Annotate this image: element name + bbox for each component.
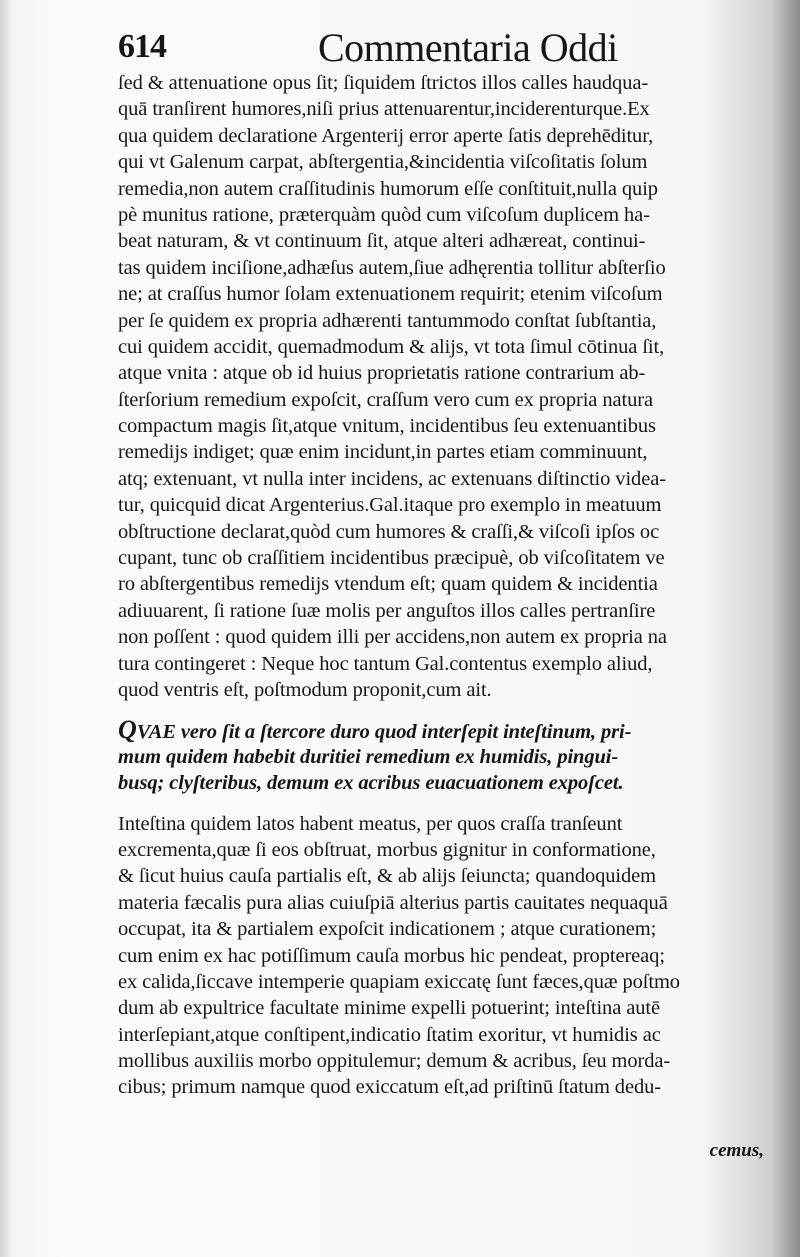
text-line: dum ab expultrice facultate minime expelli potuerint; inteſtina autē — [118, 997, 660, 1020]
text-line: qua quidem declaratione Argenterij error aperte ſatis deprehēditur, — [118, 124, 654, 147]
paragraph-1 — [118, 70, 768, 703]
text-line: quod ventris eſt, poſtmodum proponit,cum ait. — [118, 678, 492, 701]
text-line: tura contingeret : Neque hoc tantum Gal.contentus exemplo aliud, — [118, 652, 653, 675]
text-line: pè munitus ratione, præterquàm quòd cum viſcoſum duplicem ha- — [118, 203, 650, 226]
galen-quote — [118, 717, 768, 796]
text-line: mollibus auxiliis morbo oppitulemur; demum & acribus, ſeu morda- — [118, 1050, 671, 1073]
text-line: beat naturam, & vt continuum ſit, atque alteri adhæreat, continui- — [118, 230, 646, 253]
text-line: Inteſtina quidem latos habent meatus, per quos craſſa tranſeunt — [118, 812, 623, 835]
text-line: cum enim ex hac potiſſimum cauſa morbus hic pendeat, proptereaq; — [118, 944, 665, 967]
text-line: per ſe quidem ex propria adhærenti tantummodo conſtat ſubſtantia, — [118, 309, 657, 332]
text-line: compactum magis ſit,atque vnitum, incidentibus ſeu extenuantibus — [118, 415, 656, 438]
text-line: excrementa,quæ ſi eos obſtruat, morbus gignitur in conformatione, — [118, 838, 656, 861]
text-line: remedia,non autem craſſitudinis humorum eſſe conſtituit,nulla quip — [118, 177, 658, 200]
text-line: qui vt Galenum carpat, abſtergentia,&incidentia viſcoſitatis ſolum — [118, 151, 648, 174]
text-line: cupant, tunc ob craſſitiem incidentibus præcipuè, ob viſcoſitatem ve — [118, 547, 665, 570]
text-line: ne; at craſſus humor ſolam extenuationem requirit; etenim viſcoſum — [118, 283, 663, 306]
text-line: interſepiant,atque conſtipent,indicatio ſtatim exoritur, vt humidis ac — [118, 1023, 661, 1046]
text-line: materia fæcalis pura alias cuiuſpiā alterius partis cauitates nequaquā — [118, 891, 668, 914]
catchword: cemus, — [709, 1140, 764, 1161]
text-line: ſterſorium remedium expoſcit, craſſum vero cum ex propria natura — [118, 388, 653, 411]
quote-line: mum quidem habebit duritiei remedium ex humidis, pingui- — [118, 745, 619, 768]
text-line: cui quidem accidit, quemadmodum & alijs, vt tota ſimul cōtinua ſit, — [118, 335, 665, 358]
drop-cap: Q — [118, 717, 137, 744]
quote-line — [118, 717, 768, 743]
text-body — [118, 70, 768, 1101]
running-title: Commentaria Oddi — [318, 25, 618, 70]
text-line: quā tranſirent humores,niſi prius attenuarentur,inciderenturque.Ex — [118, 98, 650, 121]
text-line: obſtructione declarat,quòd cum humores & craſſi,& viſcoſi ipſos oc — [118, 520, 660, 543]
text-line: & ſicut huius cauſa partialis eſt, & ab alijs ſeiuncta; quandoquidem — [118, 865, 657, 888]
quote-line-text: VAE vero ſit a ſtercore duro quod interſepit inteſtinum, pri- — [136, 721, 632, 744]
text-line: atq; extenuant, vt nulla inter incidens, ac extenuans diſtinctio videa- — [118, 467, 666, 490]
quote-line: busq; clyſteribus, demum ex acribus euacuationem expoſcet. — [118, 772, 624, 795]
text-line: non poſſent : quod quidem illi per accidens,non autem ex propria na — [118, 626, 667, 649]
text-line: occupat, ita & partialem expoſcit indicationem ; atque curationem; — [118, 918, 657, 941]
text-line: tas quidem inciſione,adhæſus autem,ſiue adhęrentia tollitur abſterſio — [118, 256, 666, 279]
text-line: atque vnita : atque ob id huius proprietatis ratione contrarium ab- — [118, 362, 646, 385]
text-line: ro abſtergentibus remedijs vtendum eſt; quam quidem & incidentia — [118, 573, 658, 596]
text-line: ſed & attenuatione opus ſit; ſiquidem ſtrictos illos calles haudqua- — [118, 72, 649, 94]
text-line: ex calida,ſiccave intemperie quapiam exiccatę ſunt fæces,quæ poſtmo — [118, 970, 680, 993]
page-header — [118, 22, 678, 72]
page-number: 614 — [118, 28, 166, 65]
paragraph-2 — [118, 811, 768, 1101]
text-line: cibus; primum namque quod exiccatum eſt,ad priſtinū ſtatum dedu- — [118, 1076, 661, 1099]
text-line: tur, quicquid dicat Argenterius.Gal.itaque pro exemplo in meatuum — [118, 494, 662, 517]
text-line: adiuuarent, ſi ratione ſuæ molis per anguſtos illos calles pertranſire — [118, 599, 656, 622]
text-line: remedijs indiget; quæ enim incidunt,in partes etiam comminuunt, — [118, 441, 648, 464]
